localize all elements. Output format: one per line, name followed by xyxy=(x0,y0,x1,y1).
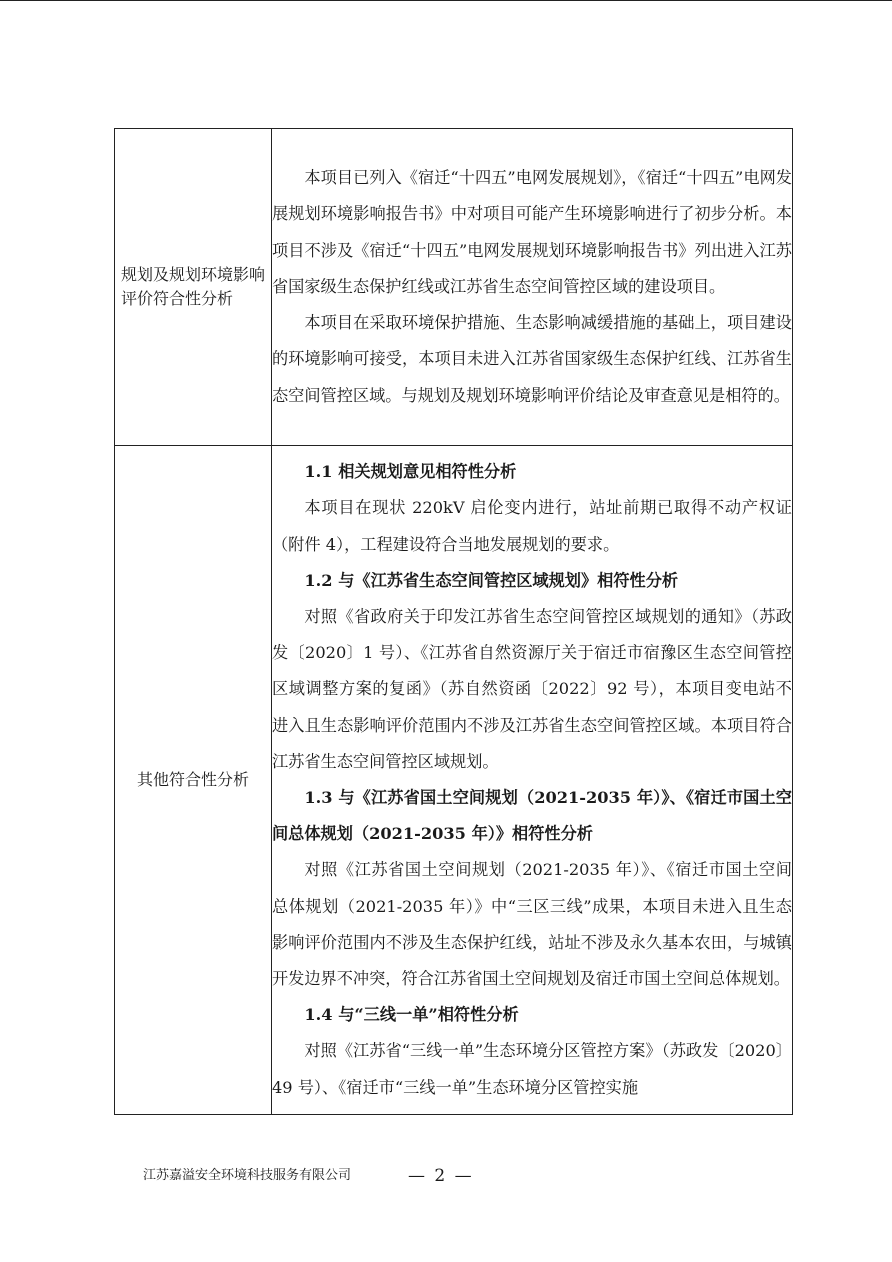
section-heading: 1.1 相关规划意见相符性分析 xyxy=(304,462,517,482)
paragraph: 本项目在现状 220kV 启伦变内进行，站址前期已取得不动产权证（附件 4），工程建设符合当地发展规划的要求。 xyxy=(272,498,792,554)
section-heading: 1.4 与“三线一单”相符性分析 xyxy=(304,1005,519,1025)
page-top-rule xyxy=(0,0,892,1)
row-content xyxy=(272,446,793,1115)
footer-company: 江苏嘉溢安全环境科技服务有限公司 xyxy=(143,1168,352,1183)
analysis-table xyxy=(114,128,793,1115)
paragraph: 对照《江苏省“三线一单”生态环境分区管控方案》（苏政发〔2020〕49 号）、《宿迁市“三线一单”生态环境分区管控实施 xyxy=(272,1041,792,1097)
paragraph: 对照《江苏省国土空间规划（2021-2035 年）》、《宿迁市国土空间总体规划（2021-2035 年）》中“三区三线”成果，本项目未进入且生态影响评价范围内不涉及生态保护红线，站址不涉及永久基本农田，与城镇开发边界不冲突，符合江苏省国土空间规划及宿迁市国土空间总体规划。 xyxy=(272,860,792,989)
row-label: 其他符合性分析 xyxy=(115,446,272,1115)
row-content xyxy=(272,129,793,446)
section-heading: 1.3 与《江苏省国土空间规划（2021-2035 年）》、《宿迁市国土空间总体规划（2021-2035 年）》相符性分析 xyxy=(272,788,792,844)
table-row xyxy=(115,129,793,446)
paragraph: 对照《省政府关于印发江苏省生态空间管控区域规划的通知》（苏政发〔2020〕1 号）、《江苏省自然资源厅关于宿迁市宿豫区生态空间管控区域调整方案的复函》（苏自然资函〔2022〕92 号），本项目变电站不进入且生态影响评价范围内不涉及江苏省生态空间管控区域。本项目符合江苏省生态空间管控区域规划。 xyxy=(272,606,792,771)
table-row xyxy=(115,446,793,1115)
row-label: 规划及规划环境影响评价符合性分析 xyxy=(115,129,272,446)
section-heading: 1.2 与《江苏省生态空间管控区域规划》相符性分析 xyxy=(304,570,679,590)
paragraph: 本项目在采取环境保护措施、生态影响减缓措施的基础上，项目建设的环境影响可接受，本项目未进入江苏省国家级生态保护红线、江苏省生态空间管控区域。与规划及规划环境影响评价结论及审查意见是相符的。 xyxy=(272,313,792,405)
paragraph: 本项目已列入《宿迁“十四五”电网发展规划》，《宿迁“十四五”电网发展规划环境影响报告书》中对项目可能产生环境影响进行了初步分析。本项目不涉及《宿迁“十四五”电网发展规划环境影响报告书》列出进入江苏省国家级生态保护红线或江苏省生态空间管控区域的建设项目。 xyxy=(272,168,792,296)
page-number: — 2 — xyxy=(408,1166,474,1186)
